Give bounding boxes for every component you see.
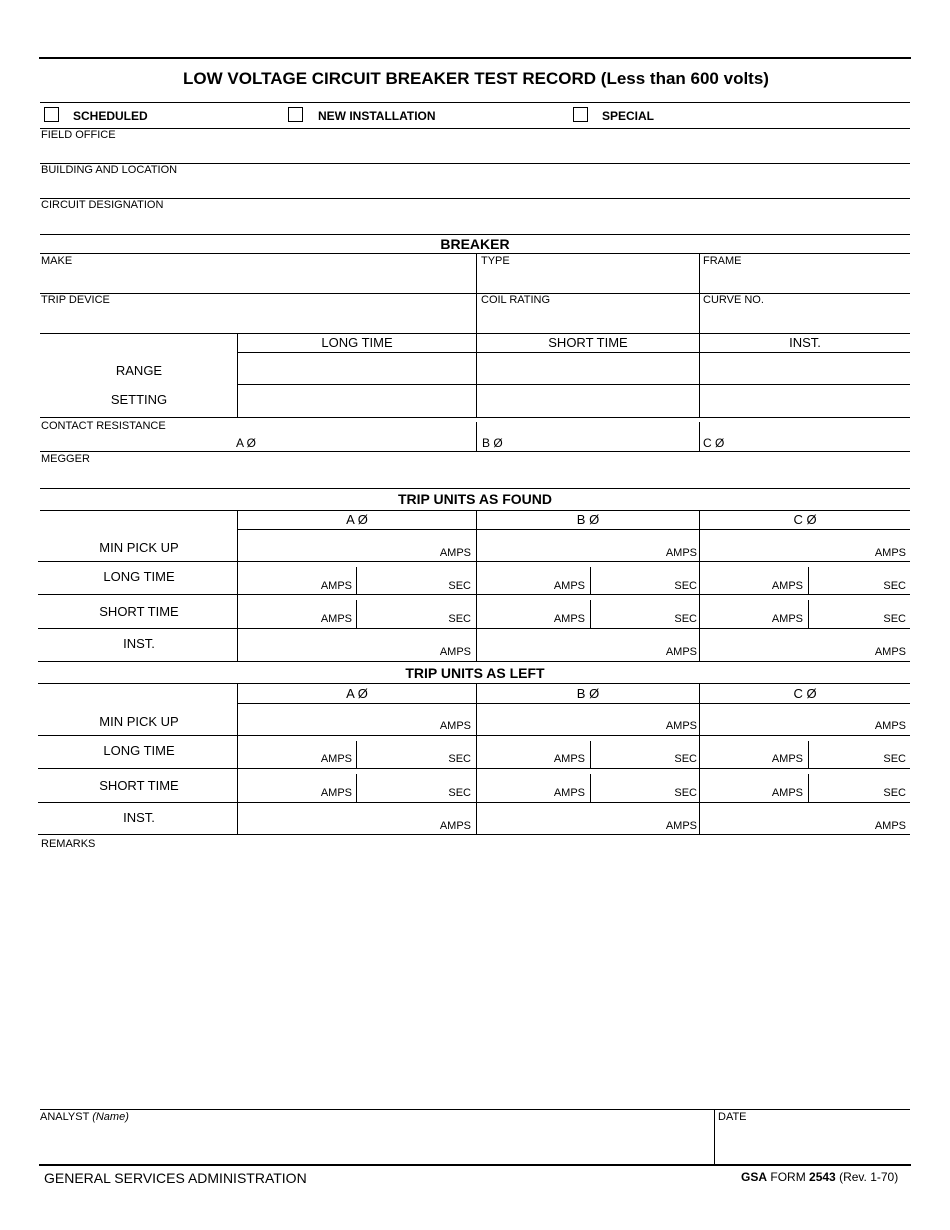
left-min-pickup-label: MIN PICK UP — [99, 714, 179, 729]
analyst-name-input[interactable] — [40, 1124, 712, 1162]
range-long-time-input[interactable] — [238, 353, 475, 383]
found-a-phase-header: A Ø — [346, 512, 368, 527]
scheduled-label: SCHEDULED — [73, 109, 148, 123]
make-label: MAKE — [41, 255, 73, 267]
found-min-a-amps: AMPS — [439, 547, 471, 559]
form-gsa: GSA — [741, 1170, 768, 1184]
special-label: SPECIAL — [602, 109, 655, 123]
rule — [40, 253, 910, 254]
circuit-designation-input[interactable] — [40, 211, 910, 233]
building-location-label: BUILDING AND LOCATION — [41, 164, 178, 176]
curve-no-label: CURVE NO. — [703, 294, 764, 306]
left-inst-b-amps: AMPS — [665, 820, 697, 832]
left-short-c-amps: AMPS — [771, 787, 803, 799]
field-office-label: FIELD OFFICE — [41, 129, 116, 141]
found-long-b-amps: AMPS — [553, 580, 585, 592]
form-rev: (Rev. 1-70) — [839, 1170, 899, 1184]
left-long-c-sec: SEC — [883, 753, 906, 765]
found-long-b-sec: SEC — [674, 580, 697, 592]
rule — [40, 102, 910, 103]
left-min-a-amps: AMPS — [439, 720, 471, 732]
left-long-b-amps: AMPS — [553, 753, 585, 765]
bottom-rule — [39, 1164, 911, 1166]
remarks-input[interactable] — [40, 852, 910, 1106]
contact-a-input[interactable] — [260, 432, 474, 450]
left-short-a-amps: AMPS — [320, 787, 352, 799]
left-min-c-amps: AMPS — [874, 720, 906, 732]
analyst-label — [40, 1111, 129, 1123]
scheduled-checkbox[interactable] — [44, 107, 59, 122]
contact-a-phase-label: A Ø — [236, 436, 257, 450]
circuit-designation-label: CIRCUIT DESIGNATION — [41, 199, 164, 211]
rule — [40, 417, 910, 418]
left-short-b-amps: AMPS — [553, 787, 585, 799]
found-min-b-amps: AMPS — [665, 547, 697, 559]
rule — [40, 198, 910, 199]
trip-device-label: TRIP DEVICE — [41, 294, 110, 306]
rule — [38, 561, 910, 562]
rule — [40, 1109, 910, 1110]
rule — [699, 422, 700, 451]
curve-no-input[interactable] — [700, 307, 910, 332]
found-short-time-label: SHORT TIME — [99, 604, 179, 619]
type-label: TYPE — [481, 255, 510, 267]
inst-col-header: INST. — [789, 335, 821, 350]
rule — [476, 422, 477, 451]
field-office-input[interactable] — [40, 141, 910, 162]
found-inst-c-amps: AMPS — [874, 646, 906, 658]
found-long-a-sec: SEC — [448, 580, 471, 592]
frame-label: FRAME — [703, 255, 742, 267]
left-short-b-sec: SEC — [674, 787, 697, 799]
form-title: LOW VOLTAGE CIRCUIT BREAKER TEST RECORD (Less than 600 volts) — [183, 69, 769, 88]
megger-label: MEGGER — [41, 453, 90, 465]
rule — [38, 802, 910, 803]
found-short-c-sec: SEC — [883, 613, 906, 625]
left-inst-a-amps: AMPS — [439, 820, 471, 832]
trip-device-input[interactable] — [40, 307, 475, 332]
new-installation-label: NEW INSTALLATION — [318, 109, 436, 123]
found-min-c-amps: AMPS — [874, 547, 906, 559]
megger-input[interactable] — [40, 466, 910, 486]
agency-name: GENERAL SERVICES ADMINISTRATION — [44, 1170, 307, 1186]
rule — [38, 628, 910, 629]
new-installation-checkbox[interactable] — [288, 107, 303, 122]
setting-short-time-input[interactable] — [477, 385, 698, 416]
found-min-pickup-label: MIN PICK UP — [99, 540, 179, 555]
contact-b-phase-label: B Ø — [482, 436, 503, 450]
rule — [714, 1109, 715, 1164]
frame-input[interactable] — [700, 267, 910, 292]
contact-b-input[interactable] — [506, 432, 698, 450]
analyst-label-text: ANALYST — [40, 1111, 90, 1123]
building-location-input[interactable] — [40, 176, 910, 197]
coil-rating-label: COIL RATING — [481, 294, 551, 306]
found-c-phase-header: C Ø — [793, 512, 817, 527]
special-checkbox[interactable] — [573, 107, 588, 122]
left-long-time-label: LONG TIME — [103, 743, 175, 758]
rule — [40, 510, 910, 511]
rule — [237, 703, 910, 704]
rule — [38, 594, 910, 595]
left-a-phase-header: A Ø — [346, 686, 368, 701]
left-short-a-sec: SEC — [448, 787, 471, 799]
top-rule — [39, 57, 911, 59]
contact-c-phase-label: C Ø — [703, 436, 725, 450]
remarks-label: REMARKS — [41, 838, 96, 850]
setting-inst-input[interactable] — [700, 385, 910, 416]
setting-long-time-input[interactable] — [238, 385, 475, 416]
range-row-label: RANGE — [115, 363, 163, 378]
setting-row-label: SETTING — [110, 392, 168, 407]
found-short-b-amps: AMPS — [553, 613, 585, 625]
rule — [40, 333, 910, 334]
coil-rating-input[interactable] — [477, 307, 698, 332]
range-short-time-input[interactable] — [477, 353, 698, 383]
rule — [40, 451, 910, 452]
left-long-a-sec: SEC — [448, 753, 471, 765]
trip-found-heading: TRIP UNITS AS FOUND — [397, 491, 552, 507]
rule — [38, 768, 910, 769]
rule — [38, 834, 910, 835]
long-time-col-header: LONG TIME — [321, 335, 393, 350]
left-short-time-label: SHORT TIME — [99, 778, 179, 793]
short-time-col-header: SHORT TIME — [548, 335, 628, 350]
trip-left-heading: TRIP UNITS AS LEFT — [405, 665, 545, 681]
left-short-c-sec: SEC — [883, 787, 906, 799]
make-input[interactable] — [40, 267, 475, 292]
left-long-a-amps: AMPS — [320, 753, 352, 765]
found-inst-a-amps: AMPS — [439, 646, 471, 658]
rule — [38, 661, 910, 662]
found-b-phase-header: B Ø — [576, 512, 600, 527]
found-long-a-amps: AMPS — [320, 580, 352, 592]
found-long-c-amps: AMPS — [771, 580, 803, 592]
found-inst-b-amps: AMPS — [665, 646, 697, 658]
found-short-a-sec: SEC — [448, 613, 471, 625]
rule — [38, 735, 910, 736]
left-long-c-amps: AMPS — [771, 753, 803, 765]
analyst-name-hint: (Name) — [92, 1111, 129, 1123]
left-c-phase-header: C Ø — [793, 686, 817, 701]
rule — [38, 683, 910, 684]
left-inst-c-amps: AMPS — [874, 820, 906, 832]
range-inst-input[interactable] — [700, 353, 910, 383]
found-long-time-label: LONG TIME — [103, 569, 175, 584]
found-short-b-sec: SEC — [674, 613, 697, 625]
contact-resistance-label: CONTACT RESISTANCE — [41, 420, 166, 432]
contact-c-input[interactable] — [727, 432, 910, 450]
date-input[interactable] — [716, 1124, 910, 1162]
date-label: DATE — [718, 1111, 747, 1123]
found-short-c-amps: AMPS — [771, 613, 803, 625]
left-b-phase-header: B Ø — [576, 686, 600, 701]
left-min-b-amps: AMPS — [665, 720, 697, 732]
form-no: 2543 — [809, 1170, 836, 1184]
form-number — [741, 1170, 898, 1184]
rule — [40, 234, 910, 235]
rule — [40, 293, 910, 294]
form-word: FORM — [770, 1170, 806, 1184]
left-long-b-sec: SEC — [674, 753, 697, 765]
found-long-c-sec: SEC — [883, 580, 906, 592]
rule — [237, 529, 910, 530]
left-inst-label: INST. — [123, 810, 155, 825]
found-inst-label: INST. — [123, 636, 155, 651]
found-short-a-amps: AMPS — [320, 613, 352, 625]
breaker-heading: BREAKER — [440, 236, 510, 252]
rule — [40, 128, 910, 129]
type-input[interactable] — [477, 267, 698, 292]
rule — [40, 488, 910, 489]
